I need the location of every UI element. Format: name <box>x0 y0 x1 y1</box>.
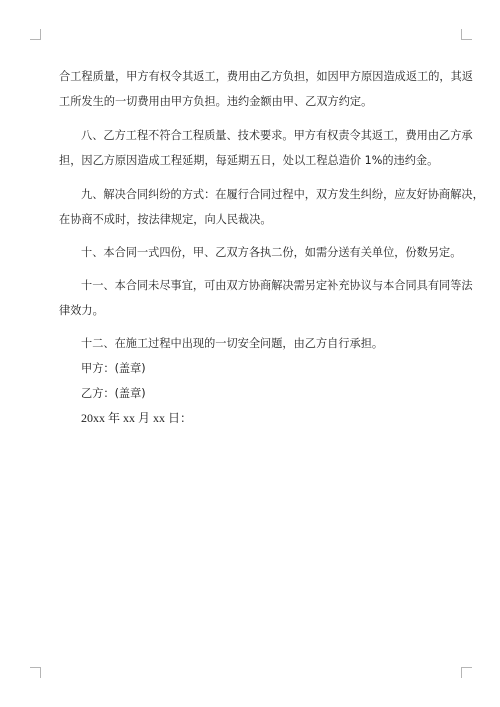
clause-10: 十、本合同一式四份，甲、乙双方各执二份，如需分送有关单位，份数另定。 <box>81 246 462 259</box>
clause-7-line-2: 工所发生的一切费用由甲方负担。违约金额由甲、乙双方约定。 <box>59 95 373 108</box>
document-body <box>59 64 484 431</box>
clause-11-line-1: 十一、本合同未尽事宜，可由双方协商解决需另定补充协议与本合同具有同等法 <box>81 279 473 292</box>
clause-8-line-2: 担，因乙方原因造成工程延期，每延期五日，处以工程总造价 1%的违约金。 <box>59 154 439 167</box>
clause-12: 十二、在施工过程中出现的一切安全问题，由乙方自行承担。 <box>81 337 384 350</box>
crop-mark-top-right <box>461 29 472 40</box>
crop-mark-bottom-left <box>30 667 41 678</box>
crop-mark-top-left <box>30 29 41 40</box>
clause-11-line-2: 律效力。 <box>59 304 104 317</box>
party-b-signature: 乙方：(盖章) <box>81 387 146 400</box>
crop-mark-bottom-right <box>461 667 472 678</box>
clause-9-line-2: 在协商不成时，按法律规定，向人民裁决。 <box>59 213 272 226</box>
party-a-signature: 甲方：(盖章) <box>81 362 146 375</box>
clause-9-line-1: 九、解决合同纠纷的方式：在履行合同过程中，双方发生纠纷，应友好协商解决， <box>81 188 484 201</box>
clause-7-line-1: 合工程质量，甲方有权令其返工，费用由乙方负担，如因甲方原因造成返工的，其返 <box>59 70 473 83</box>
signing-date: 20xx 年 xx 月 xx 日： <box>81 411 193 425</box>
clause-8-line-1: 八、乙方工程不符合工程质量、技术要求。甲方有权责令其返工，费用由乙方承 <box>81 129 473 142</box>
